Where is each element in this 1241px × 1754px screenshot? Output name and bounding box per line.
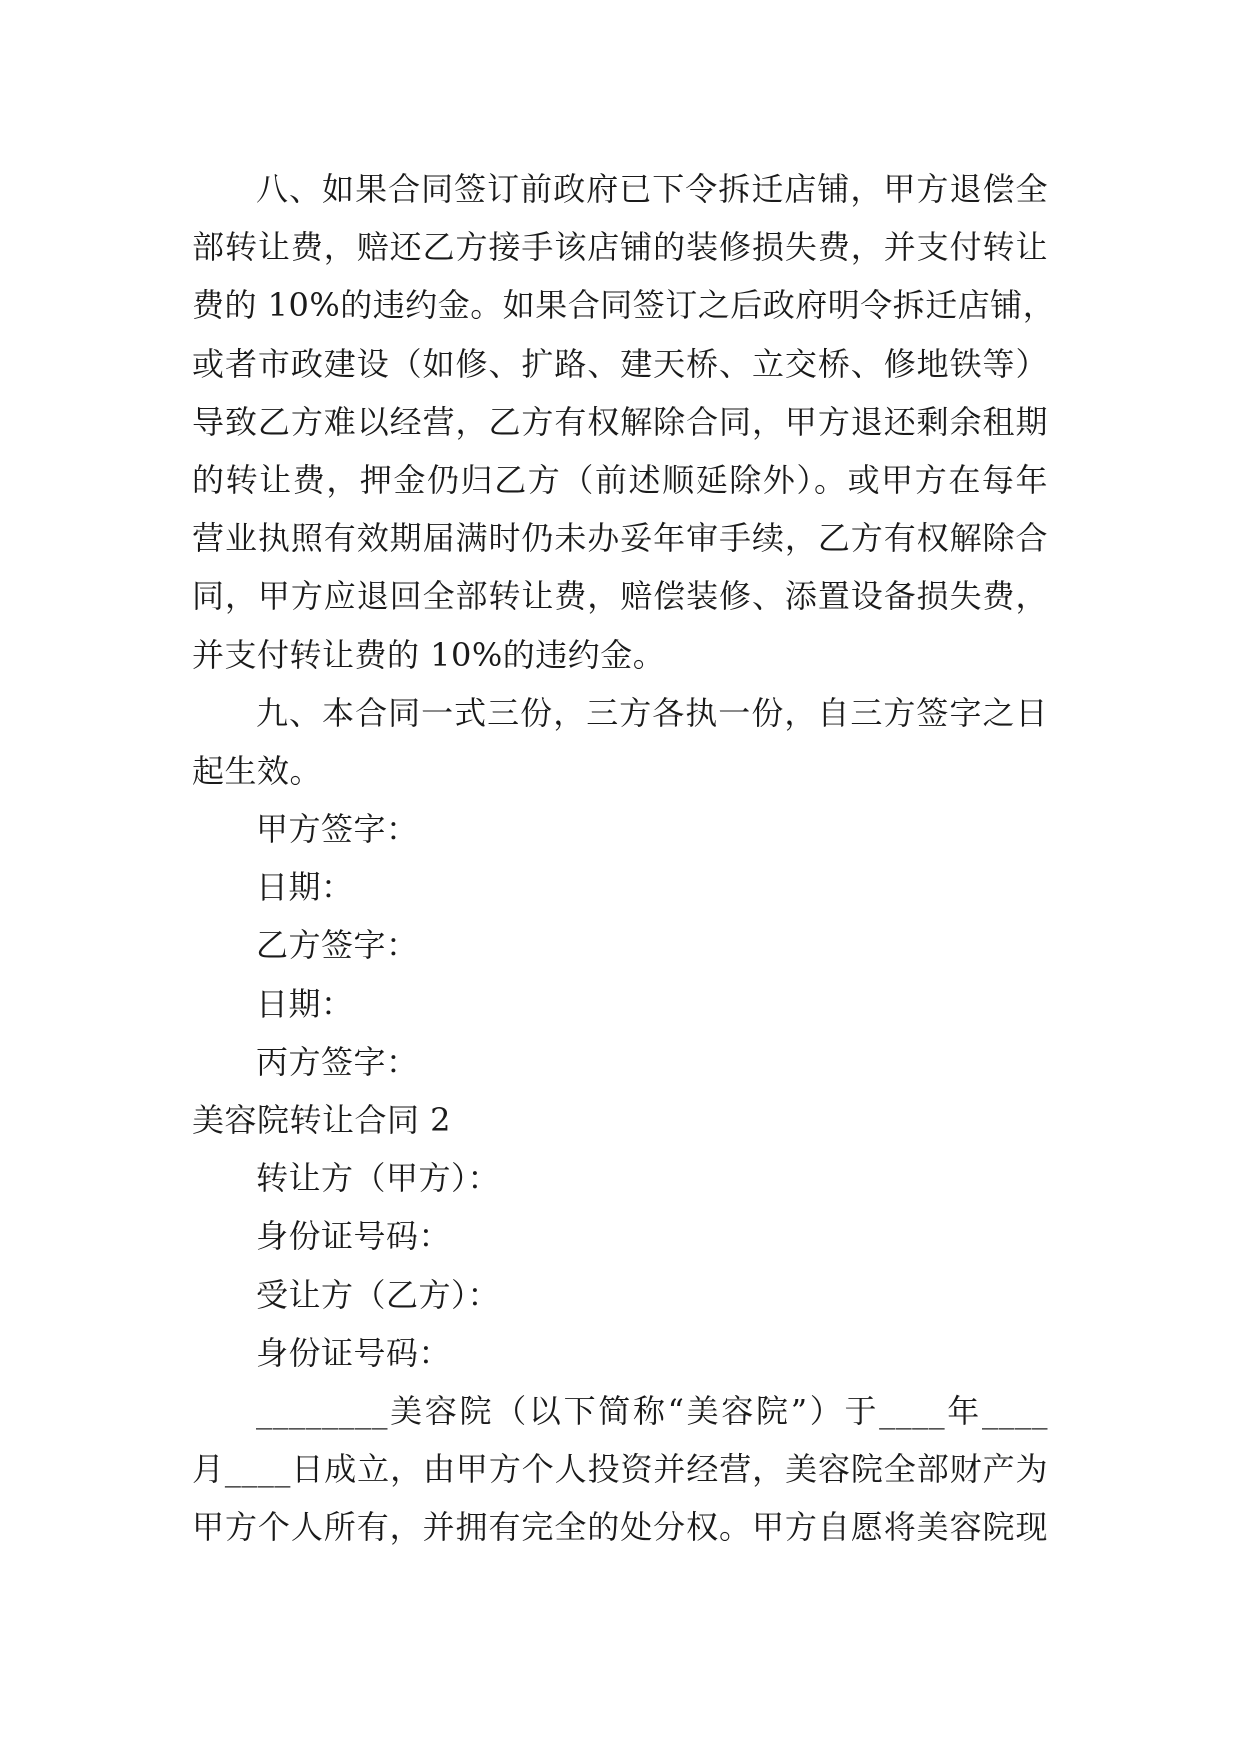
- text-line: 九、本合同一式三份，三方各执一份，自三方签字之日: [256, 693, 1048, 732]
- text-line: 身份证号码：: [256, 1217, 452, 1256]
- text-line: 转让方（甲方）：: [256, 1159, 501, 1198]
- text-line: 起生效。: [192, 751, 323, 790]
- text-line: 甲方个人所有，并拥有完全的处分权。甲方自愿将美容院现: [192, 1508, 1048, 1547]
- text-line: 部转让费，赔还乙方接手该店铺的装修损失费，并支付转让: [192, 228, 1048, 267]
- text-line: 日期：: [256, 868, 354, 907]
- text-line: ________美容院（以下简称“美容院”）于____年____: [256, 1391, 1048, 1430]
- text-line: 并支付转让费的 10%的违约金。: [192, 635, 666, 674]
- text-line: 费的 10%的违约金。如果合同签订之后政府明令拆迁店铺，: [192, 286, 1056, 325]
- text-line: 丙方签字：: [256, 1042, 419, 1081]
- text-line: 导致乙方难以经营，乙方有权解除合同，甲方退还剩余租期: [192, 402, 1048, 441]
- text-line: 美容院转让合同 2: [192, 1101, 452, 1139]
- text-line: 乙方签字：: [256, 926, 419, 965]
- text-line: 身份证号码：: [256, 1333, 452, 1372]
- text-line: 的转让费，押金仍归乙方（前述顺延除外）。或甲方在每年: [192, 460, 1048, 499]
- text-line: 月____日成立，由甲方个人投资并经营，美容院全部财产为: [192, 1450, 1048, 1489]
- text-line: 八、如果合同签订前政府已下令拆迁店铺，甲方退偿全: [256, 170, 1048, 208]
- text-line: 营业执照有效期届满时仍未办妥年审手续，乙方有权解除合: [192, 519, 1048, 558]
- text-line: 受让方（乙方）：: [256, 1275, 501, 1314]
- text-line: 或者市政建设（如修、扩路、建天桥、立交桥、修地铁等）: [192, 344, 1048, 383]
- document-body: [192, 160, 1056, 1557]
- text-line: 日期：: [256, 984, 354, 1023]
- text-line: 同，甲方应退回全部转让费，赔偿装修、添置设备损失费，: [192, 577, 1048, 616]
- text-line: 甲方签字：: [256, 810, 419, 849]
